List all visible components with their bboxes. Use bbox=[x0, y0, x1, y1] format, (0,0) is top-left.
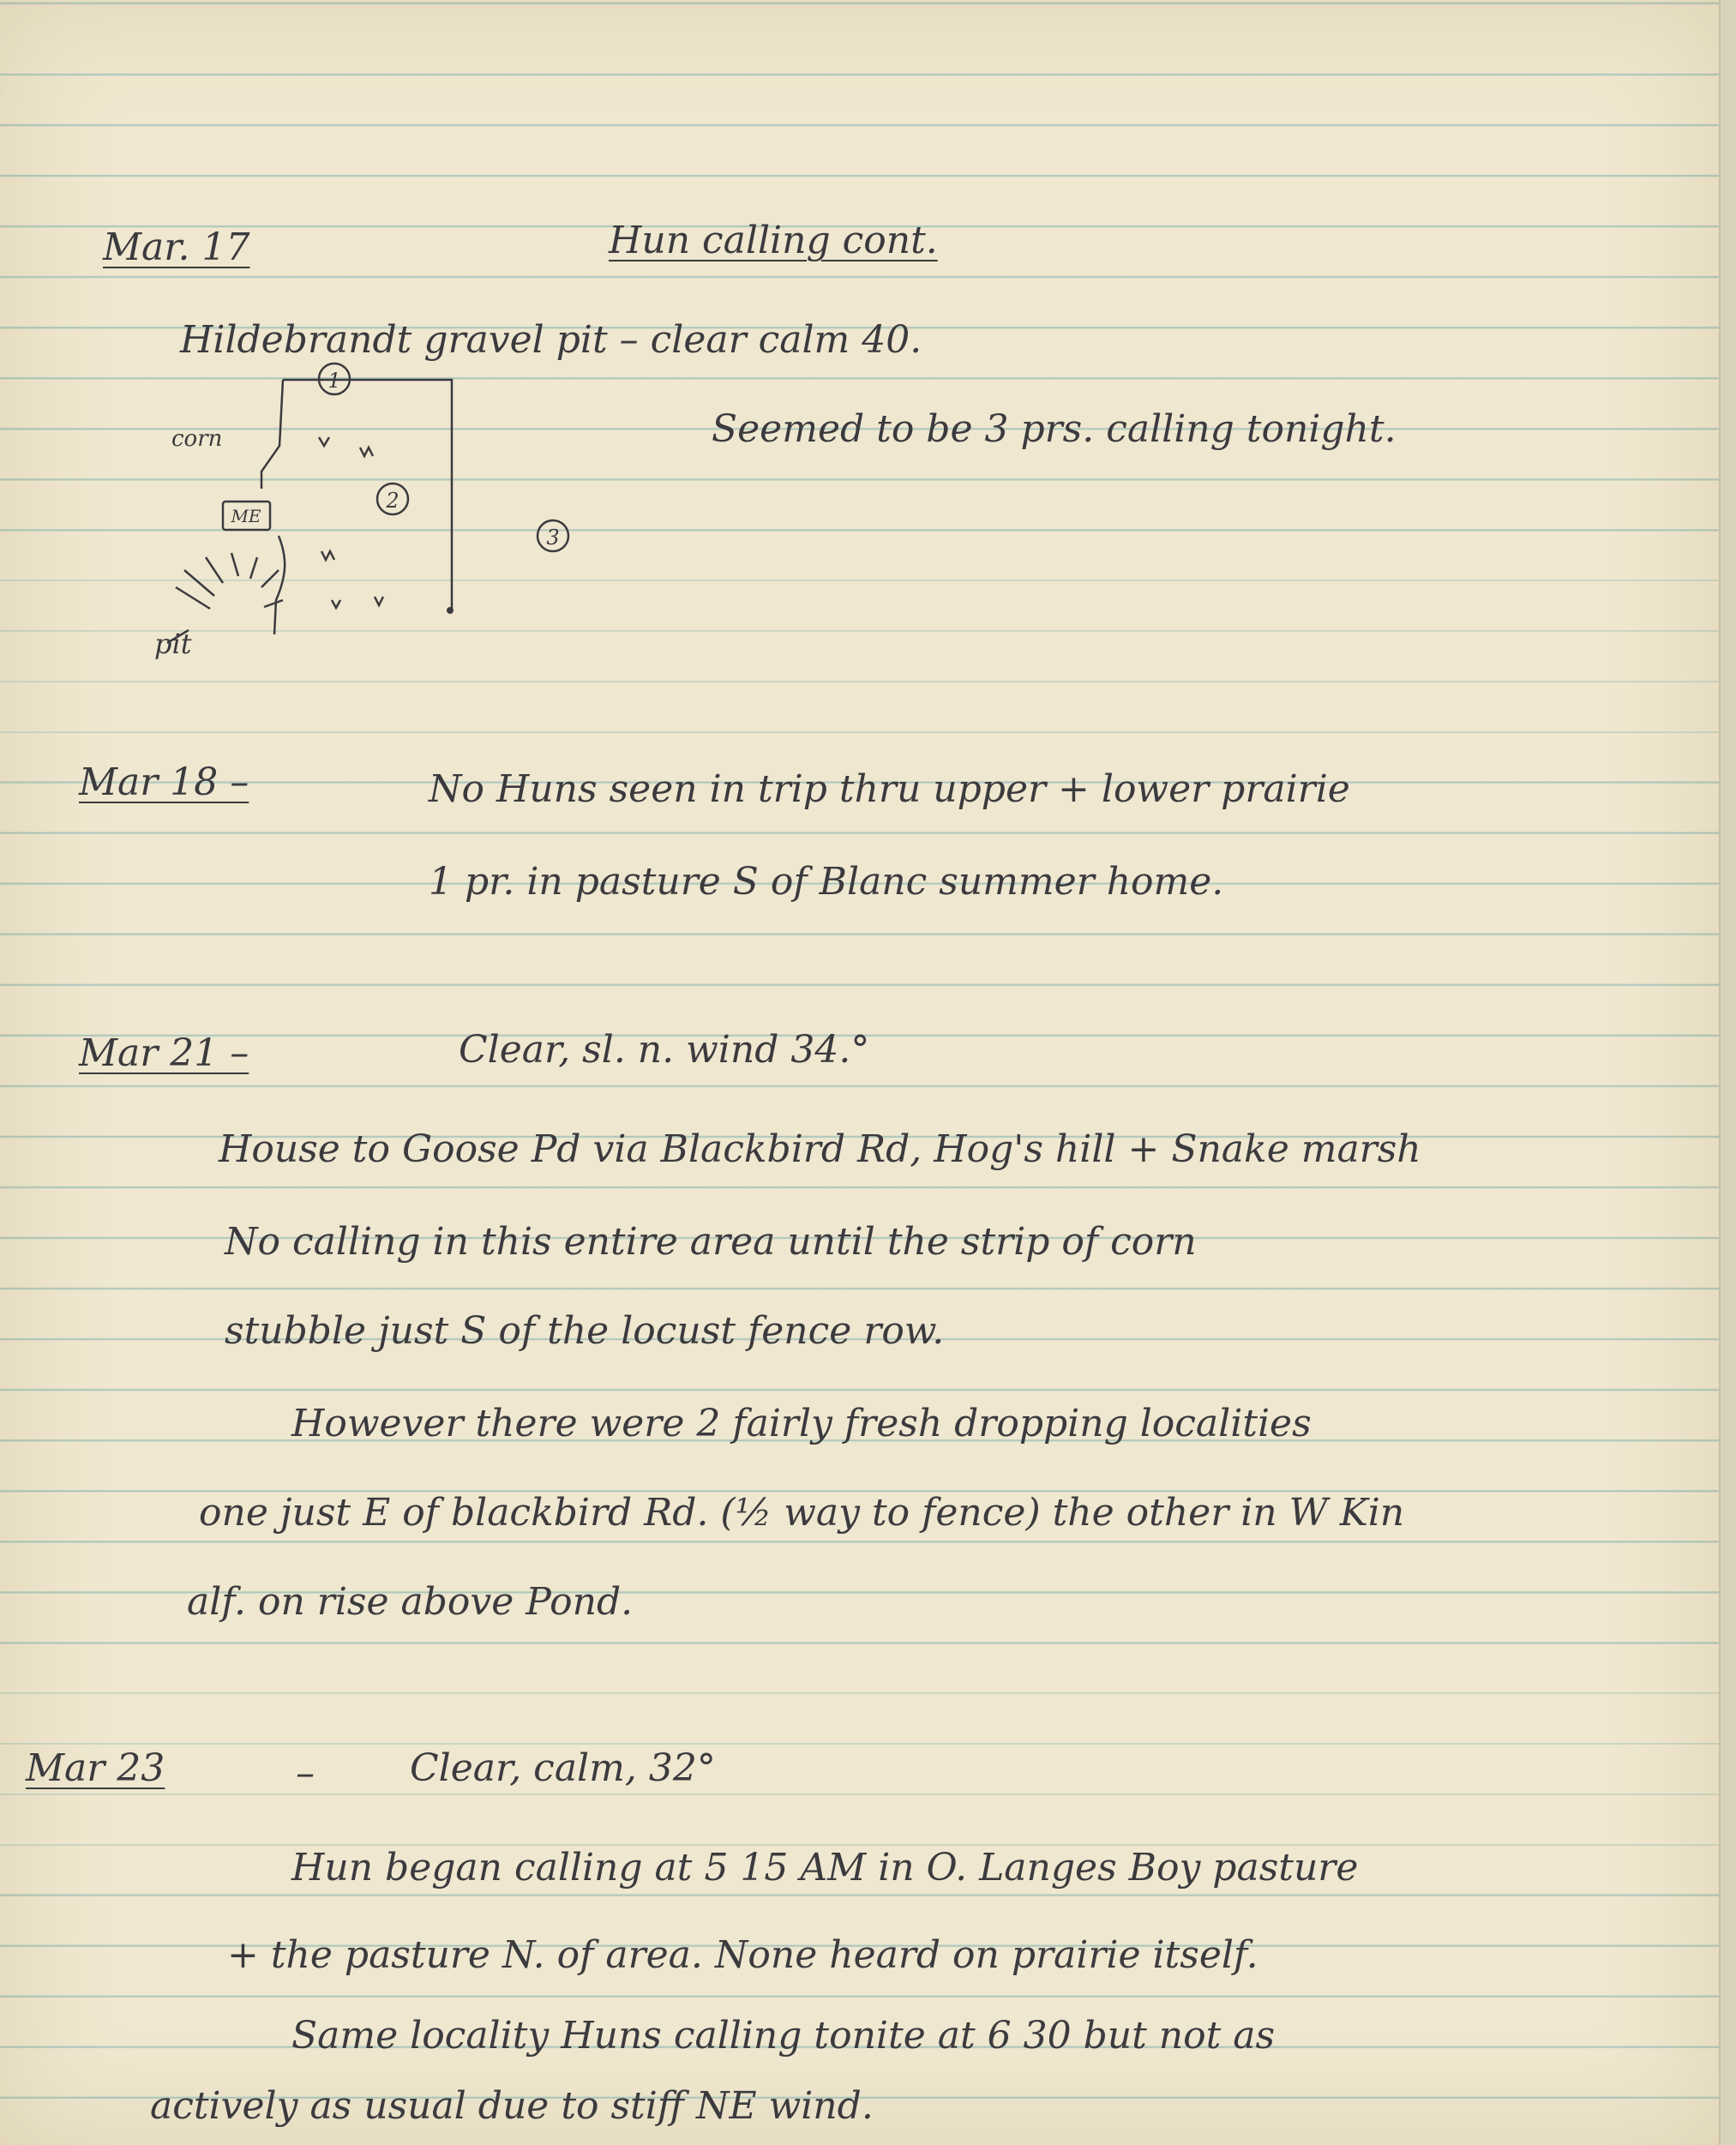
entry-line: Hildebrandt gravel pit – clear calm 40. bbox=[180, 318, 922, 362]
entry-line: Clear, calm, 32° bbox=[410, 1746, 716, 1790]
entry-line: Clear, sl. n. wind 34.° bbox=[459, 1028, 870, 1072]
gravel-pit-sketch bbox=[129, 351, 600, 660]
entry-dash: – bbox=[296, 1751, 315, 1795]
entry-line: 1 pr. in pasture S of Blanc summer home. bbox=[429, 860, 1224, 904]
sketch-label-pit: pit bbox=[154, 628, 192, 660]
entry-date-mar-23: Mar 23 bbox=[26, 1746, 165, 1790]
sketch-marker-3: 3 bbox=[546, 526, 560, 550]
entry-line: actively as usual due to stiff NE wind. bbox=[150, 2084, 874, 2128]
entry-date-mar-17: Mar. 17 bbox=[103, 225, 250, 269]
entry-line: No calling in this entire area until the strip of corn bbox=[225, 1220, 1197, 1264]
sketch-marker-1: 1 bbox=[327, 369, 341, 393]
entry-line: one just E of blackbird Rd. (½ way to fence) the other in W Kin bbox=[199, 1491, 1405, 1535]
entry-line: stubble just S of the locust fence row. bbox=[225, 1309, 945, 1353]
entry-line: Seemed to be 3 prs. calling tonight. bbox=[712, 407, 1397, 451]
entry-date-mar-21: Mar 21 – bbox=[79, 1031, 249, 1075]
entry-line: House to Goose Pd via Blackbird Rd, Hog's hill + Snake marsh bbox=[219, 1127, 1421, 1171]
entry-line: However there were 2 fairly fresh dropping localities bbox=[291, 1402, 1312, 1445]
sketch-label-corn: corn bbox=[171, 426, 223, 452]
entry-date-mar-18: Mar 18 – bbox=[79, 760, 249, 804]
sketch-label-me: ME bbox=[231, 506, 261, 526]
entry-line: + the pasture N. of area. None heard on prairie itself. bbox=[227, 1933, 1258, 1977]
entry-line: Hun began calling at 5 15 AM in O. Langes Boy pasture bbox=[291, 1846, 1359, 1890]
page-heading: Hun calling cont. bbox=[609, 219, 938, 262]
entry-line: alf. on rise above Pond. bbox=[187, 1580, 634, 1624]
sketch-marker-2: 2 bbox=[386, 489, 399, 513]
entry-line: Same locality Huns calling tonite at 6 30 but not as bbox=[291, 2014, 1276, 2058]
entry-line: No Huns seen in trip thru upper + lower prairie bbox=[429, 767, 1350, 811]
